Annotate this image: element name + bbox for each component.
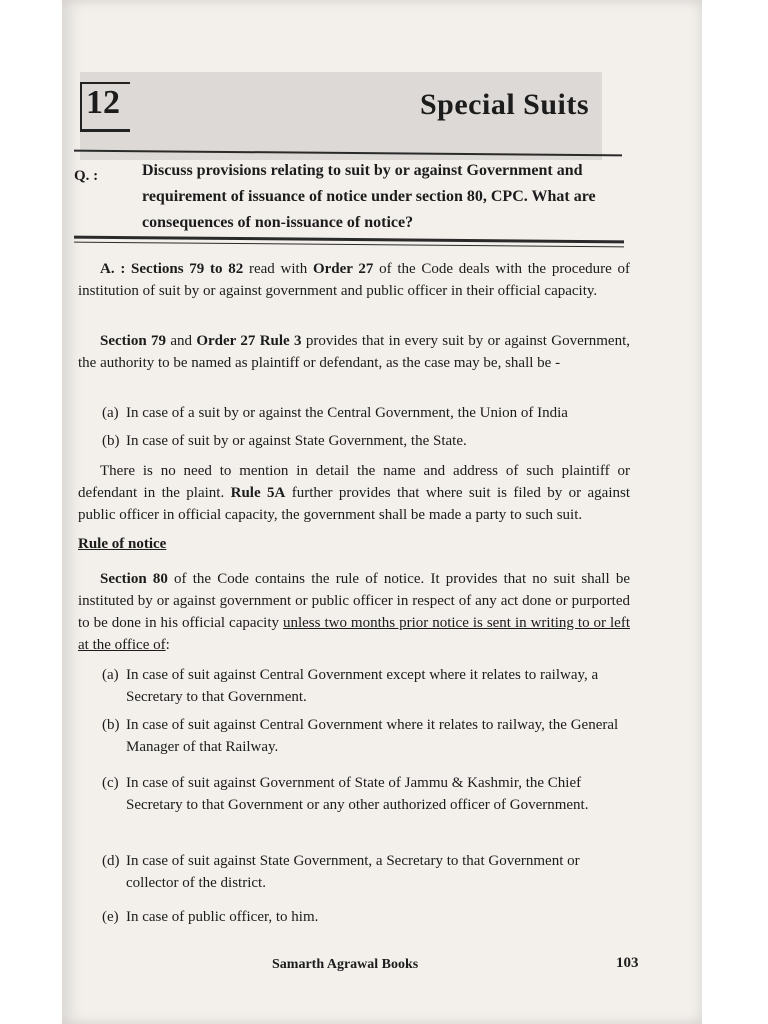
list-item	[102, 850, 632, 894]
chapter-number: 12	[86, 84, 120, 121]
list-item	[102, 772, 632, 816]
answer-p3-bold-1: Rule 5A	[230, 485, 286, 501]
list-item-label: (a)	[102, 405, 119, 421]
answer-paragraph-4	[78, 568, 630, 656]
answer-p2-bold-1: Section 79	[100, 333, 166, 349]
list-item-label: (e)	[102, 909, 119, 925]
footer-page-number: 103	[616, 955, 639, 971]
list-item	[102, 402, 632, 424]
chapter-title: Special Suits	[420, 88, 590, 121]
list-item	[102, 714, 632, 758]
list-item-label: (b)	[102, 433, 120, 449]
answer-p1-text-1: read with	[243, 261, 313, 277]
answer-p3-text-2: further provides that where suit is filed by or against public officer in official capacity, the government shall be made a party to such suit.	[78, 485, 630, 523]
answer-p3-text-1: There is no need to mention in detail the name and address of such plaintiff or defendant in the plaint.	[78, 463, 630, 501]
footer-publisher: Samarth Agrawal Books	[272, 957, 419, 972]
list-item	[102, 430, 632, 452]
answer-p4-bold-1: Section 80	[100, 571, 168, 587]
list-item-text: In case of suit against Government of State of Jammu & Kashmir, the Chief Secretary to that Government or any other authorized officer of Government.	[126, 775, 589, 813]
answer-p4-text-1: of the Code contains the rule of notice. It provides that no suit shall be instituted by or against government or public officer in respect of any act done or purported to be done in his official capacity	[78, 571, 630, 631]
list-item-text: In case of a suit by or against the Central Government, the Union of India	[126, 405, 568, 421]
answer-label: A. :	[100, 261, 126, 277]
list-item-text: In case of suit against State Government, a Secretary to that Government or collector of the district.	[126, 853, 580, 891]
list-item-text: In case of suit by or against State Government, the State.	[126, 433, 467, 449]
list-item-label: (a)	[102, 667, 119, 683]
list-item-label: (c)	[102, 775, 119, 791]
answer-p2-text-1: and	[166, 333, 197, 349]
list-item-text: In case of public officer, to him.	[126, 909, 319, 925]
list-item-label: (b)	[102, 717, 120, 733]
answer-p4-underlined: unless two months prior notice is sent in writing to or left at the office of	[78, 615, 630, 653]
answer-paragraph-2	[78, 330, 630, 374]
question-label: Q. :	[74, 168, 99, 184]
list-item-text: In case of suit against Central Government except where it relates to railway, a Secretary to that Government.	[126, 667, 599, 705]
answer-paragraph-1	[78, 258, 630, 302]
answer-p2-bold-2: Order 27 Rule 3	[196, 333, 302, 349]
list-item	[102, 664, 632, 708]
answer-p4-text-2: :	[165, 637, 170, 653]
list-item	[102, 906, 632, 928]
answer-p1-text-2: of the Code deals with the procedure of institution of suit by or against government and public officer in their official capacity.	[78, 261, 631, 299]
answer-p1-bold-1: Sections 79 to 82	[131, 261, 244, 277]
answer-paragraph-3	[78, 460, 630, 526]
list-item-text: In case of suit against Central Government where it relates to railway, the General Manager of that Railway.	[126, 717, 619, 755]
list-item-label: (d)	[102, 853, 120, 869]
section-heading: Rule of notice	[78, 536, 167, 552]
answer-p2-text-2: provides that in every suit by or against Government, the authority to be named as plaintiff or defendant, as the case may be, shall be -	[78, 333, 630, 371]
answer-p1-bold-2: Order 27	[312, 261, 374, 277]
question-text: Discuss provisions relating to suit by or against Government and requirement of issuance of notice under section 80, CPC. What are consequences of non-issuance of notice?	[142, 162, 596, 231]
